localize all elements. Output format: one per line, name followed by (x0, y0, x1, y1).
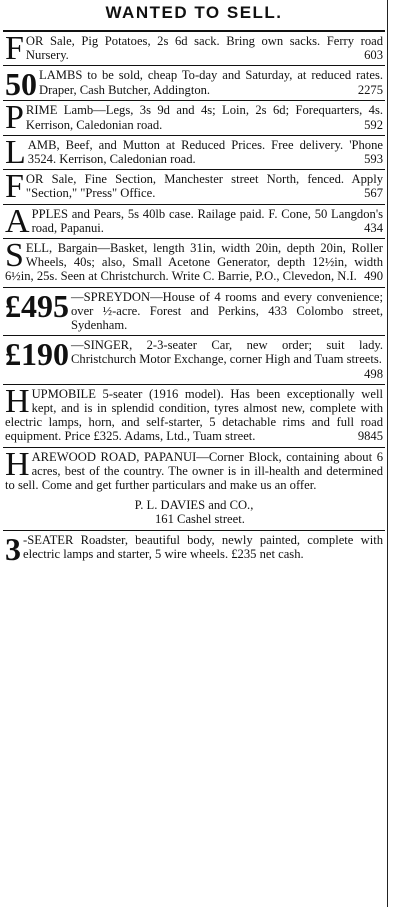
ad-prime-lamb (3, 101, 385, 135)
ad-text: ELL, Bargain—Basket, length 31in, width 20in, depth 20in, Roller Wheels, 40s; also, Small Acetone Generator, depth 12½in, width 6½in, 25s. Seen at Christchurch. Write C. Barrie, P.O., Clevedon, N.I. (5, 241, 383, 284)
drop-letter: S (5, 237, 24, 275)
drop-letter: A (5, 202, 30, 240)
ad-text: OR Sale, Fine Section, Manchester street North, fenced. Apply "Section," "Press" Office. (25, 172, 383, 201)
ad-text: AMB, Beef, and Mutton at Reduced Prices. Free delivery. 'Phone 3524. Kerrison, Caledonian road. (27, 137, 383, 167)
ad-apples-pears (3, 202, 385, 240)
drop-letter: P (5, 99, 24, 137)
ad-text: AREWOOD ROAD, PAPANUI—Corner Block, containing about 6 acres, best of the country. The owner is in ill-health and determined to sell. Come and get further particulars and make us an offer. (5, 449, 383, 493)
drop-letter: L (5, 133, 26, 171)
drop-number: 50 (5, 66, 37, 103)
ad-text: -SEATER Roadster, beautiful body, newly painted, complete with electric lamps and starter, 5 wire wheels. £235 net cash. (23, 532, 383, 561)
classified-column (3, 0, 385, 565)
ad-text: —SINGER, 2-3-seater Car, new order; suit lady. Christchurch Motor Exchange, corner High and Tuam streets. (71, 338, 383, 367)
column-rule (387, 0, 388, 907)
signature-address: 161 Cashel street. (155, 512, 245, 527)
ad-lamb-beef-mutton (3, 133, 385, 171)
ad-singer-car (3, 336, 385, 385)
ad-hupmobile (3, 382, 385, 448)
ad-spreydon-house (3, 288, 385, 337)
drop-letter: F (5, 30, 24, 67)
ad-number: 593 (364, 152, 383, 167)
ad-lambs (3, 66, 385, 101)
drop-letter: H (5, 382, 30, 420)
ad-number: 592 (364, 117, 383, 132)
signature-firm: P. L. DAVIES and CO., (134, 498, 254, 513)
ad-text: LAMBS to be sold, cheap To-day and Saturday, at reduced rates. Draper, Cash Butcher, Addington. (39, 68, 383, 97)
ad-number: 2275 (357, 82, 383, 97)
drop-price: £495 (5, 287, 69, 324)
ad-number: 9845 (357, 429, 383, 444)
ad-3-seater-roadster (3, 531, 385, 565)
ad-text: UPMOBILE 5-seater (1916 model). Has been exceptionally well kept, and is in splendid condition, tyres almost new, complete with electric lamps, horn, and self-starter, 5 detachable rims and full road equipment. Price £325. Adams, Ltd., Tuam street. (5, 386, 383, 444)
ad-text: RIME Lamb—Legs, 3s 9d and 4s; Loin, 2s 6d; Forequarters, 4s. Kerrison, Caledonian road. (25, 103, 383, 132)
ad-number: 498 (364, 366, 383, 381)
drop-price: £190 (5, 336, 69, 373)
ad-text: PPLES and Pears, 5s 40lb case. Railage paid. F. Cone, 50 Langdon's road, Papanui. (31, 206, 383, 235)
ad-number: 434 (364, 220, 383, 235)
ad-number: 567 (364, 186, 383, 201)
ad-number: 490 (364, 269, 383, 284)
drop-number: 3 (5, 530, 21, 567)
drop-letter: H (5, 445, 30, 483)
section-title: WANTED TO SELL. (3, 0, 385, 32)
ad-basket-bargain (3, 239, 385, 288)
ad-harewood-road (3, 445, 385, 531)
ad-fine-section (3, 170, 385, 204)
ad-pig-potatoes (3, 32, 385, 66)
ad-text: OR Sale, Pig Potatoes, 2s 6d sack. Bring own sacks. Ferry road Nursery. (25, 34, 383, 63)
ad-text: —SPREYDON—House of 4 rooms and every convenience; over ½-acre. Forest and Perkins, 433 Colombo street, Sydenham. (71, 289, 383, 333)
ad-number: 603 (364, 48, 383, 63)
drop-letter: F (5, 168, 24, 206)
